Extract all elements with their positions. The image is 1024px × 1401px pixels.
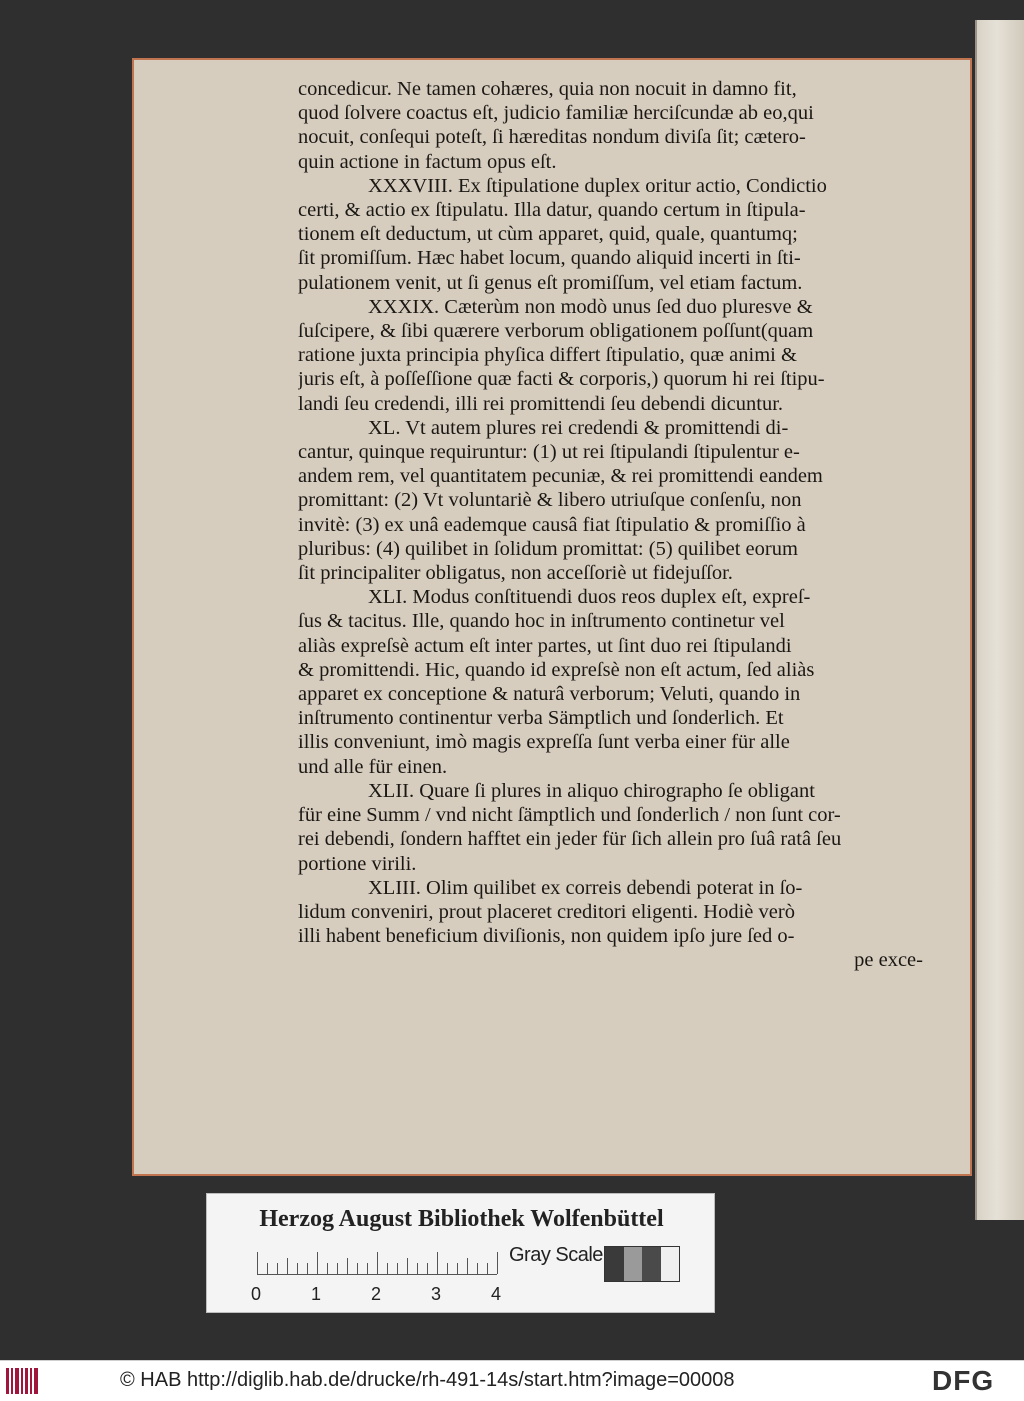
text-line: & promittendi. Hic, quando id expreſsè non eſt actum, ſed aliàs [298,658,815,681]
gray-patch [642,1247,661,1281]
text-line: tionem eſt deductum, ut cùm apparet, quid, quale, quantumq; [298,223,798,246]
ruler-tick [327,1263,328,1274]
ruler-tick [437,1252,438,1274]
ruler-tick [367,1263,368,1274]
text-line: ratione juxta principia phyſica differt ſtipulatio, quæ animi & [298,344,797,367]
text-line: ſit principaliter obligatus, non acceſſoriè ut fidejuſſor. [298,562,733,585]
ruler-tick [497,1252,498,1274]
ruler-tick [487,1263,488,1274]
ruler-number: 0 [251,1284,262,1304]
ruler-tick [397,1263,398,1274]
ruler-tick [307,1263,308,1274]
text-line: für eine Summ / vnd nicht ſämptlich und ſonderlich / non ſunt cor- [298,804,841,827]
text-line: andem rem, vel quantitatem pecuniæ, & rei promittendi eandem [298,465,823,488]
text-line: quod ſolvere coactus eſt, judicio familiæ herciſcundæ ab eo,qui [298,102,814,125]
text-line: XLIII. Olim quilibet ex correis debendi poterat in ſo- [368,876,803,899]
reference-card [206,1193,715,1313]
ruler-number: 3 [431,1284,442,1304]
text-line: illis conveniunt, imò magis expreſſa ſunt verba einer für alle [298,731,790,754]
text-line: pluribus: (4) quilibet in ſolidum promittat: (5) quilibet eorum [298,537,798,560]
gray-scale-label: Gray Scale [509,1244,603,1266]
ruler-tick [447,1263,448,1274]
text-line: inſtrumento continentur verba Sämptlich und ſonderlich. Et [298,707,784,730]
text-line: XXXVIII. Ex ſtipulatione duplex oritur actio, Condictio [368,174,827,197]
text-line: aliàs expreſsè actum eſt inter partes, ut ſint duo rei ſtipulandi [298,634,792,657]
text-line: landi ſeu credendi, illi rei promittendi ſeu debendi dicuntur. [298,392,784,415]
page-text [298,77,923,973]
ruler-tick [277,1263,278,1274]
ruler-tick [467,1258,468,1274]
ruler-tick [297,1263,298,1274]
text-line: lidum conveniri, prout placeret creditori eligenti. Hodiè verò [298,900,795,923]
ruler-number: 1 [311,1284,322,1304]
library-title: Herzog August Bibliothek Wolfenbüttel [259,1206,664,1232]
ruler-tick [287,1258,288,1274]
text-line: XLI. Modus conſtituendi duos reos duplex eſt, expreſ- [368,586,811,609]
ruler [257,1252,497,1275]
ruler-tick [477,1263,478,1274]
ruler-tick [407,1258,408,1274]
text-line: pulationem venit, ut ſi genus eſt promiſſum, vel etiam factum. [298,271,803,294]
dfg-logo: DFG [932,1365,995,1396]
text-line: ſit promiſſum. Hæc habet locum, quando aliquid incerti in ſti- [298,247,801,270]
ruler-tick [267,1263,268,1274]
gray-patch [624,1247,643,1281]
text-line: concedicur. Ne tamen cohæres, quia non nocuit in damno fit, [298,78,797,100]
ruler-numbers [251,1284,511,1306]
text-line: juris eſt, à poſſeſſione quæ facti & corporis,) quorum hi rei ſtipu- [298,368,825,391]
text-line: invitè: (3) ex unâ eademque causâ fiat ſtipulatio & promiſſio à [298,513,806,536]
text-line: XLII. Quare ſi plures in aliquo chirographo ſe obligant [368,779,815,802]
text-line: ſuſcipere, & ſibi quærere verborum obligationem poſſunt(quam [298,320,814,343]
text-line: cantur, quinque requiruntur: (1) ut rei ſtipulandi ſtipulentur e- [298,441,800,464]
text-line: illi habent beneficium diviſionis, non quidem ipſo jure ſed o- [298,925,795,948]
text-line: XL. Vt autem plures rei credendi & promittendi di- [368,416,789,439]
text-line: ſus & tacitus. Ille, quando hoc in inſtrumento continetur vel [298,610,785,633]
text-line: nocuit, conſequi poteſt, ſi hæreditas nondum diviſa ſit; cætero- [298,126,806,149]
footer-bar [0,1360,1024,1401]
ruler-tick [417,1263,418,1274]
text-line: und alle für einen. [298,755,448,778]
facing-page-edge [975,20,1024,1220]
text-line: XXXIX. Cæterùm non modò unus ſed duo pluresve & [368,295,813,318]
gray-scale-chart [604,1246,680,1282]
ruler-tick [347,1258,348,1274]
ruler-tick [357,1263,358,1274]
ruler-tick [257,1252,258,1274]
ruler-tick [457,1263,458,1274]
ruler-number: 4 [491,1284,502,1304]
catchword: pe exce- [854,949,923,972]
gray-patch [605,1247,624,1281]
ruler-tick [377,1252,378,1274]
text-line: quin actione in factum opus eſt. [298,150,557,173]
text-line: certi, & actio ex ſtipulatu. Illa datur, quando certum in ſtipula- [298,199,806,222]
text-line: promittant: (2) Vt voluntariè & libero utriuſque conſenſu, non [298,489,802,512]
ruler-tick [387,1263,388,1274]
ruler-tick [427,1263,428,1274]
text-line: apparet ex conceptione & naturâ verborum; Veluti, quando in [298,683,801,706]
copyright-link[interactable]: © HAB http://diglib.hab.de/drucke/rh-491-14s/start.htm?image=00008 [120,1369,735,1391]
ruler-number: 2 [371,1284,382,1304]
ruler-tick [317,1252,318,1274]
ruler-tick [337,1263,338,1274]
text-line: rei debendi, ſondern hafftet ein jeder für ſich allein pro ſuâ ratâ ſeu [298,828,842,851]
gray-patch [661,1247,680,1281]
text-line: portione virili. [298,852,417,875]
hab-barcode-icon [6,1368,42,1394]
